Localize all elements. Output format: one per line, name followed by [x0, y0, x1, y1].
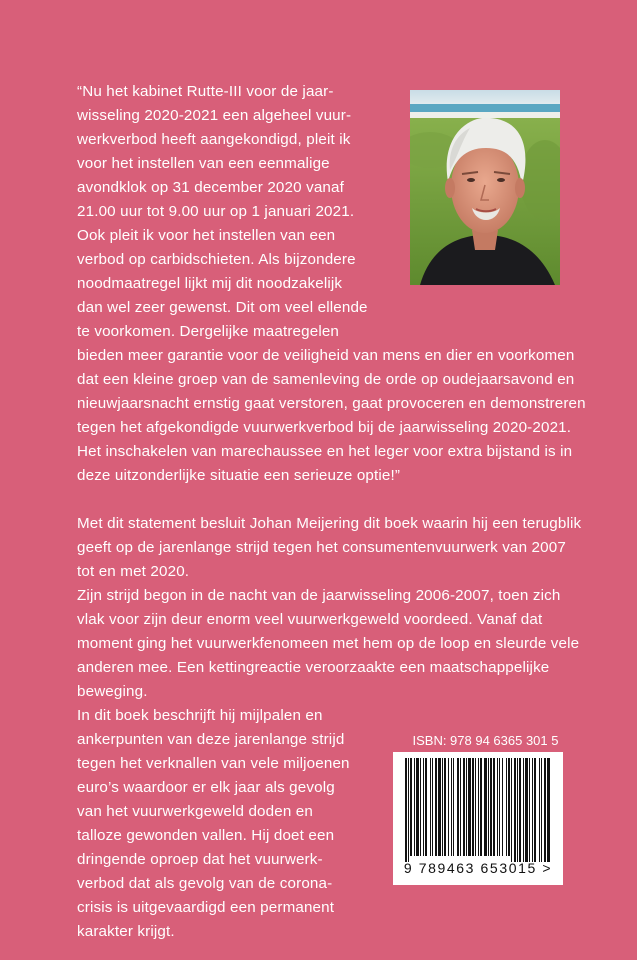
body-line: beweging. [77, 683, 148, 700]
barcode-bar [511, 758, 512, 862]
barcode-bar [490, 758, 492, 856]
quote-line: dan wel zeer gewenst. Dit om veel ellende [77, 299, 368, 316]
quote-line: 21.00 uur tot 9.00 uur op 1 januari 2021. [77, 203, 355, 220]
barcode [393, 752, 563, 885]
body-line: dringende oproep dat het vuurwerk- [77, 851, 323, 868]
quote-line: verbod op carbidschieten. Als bijzondere [77, 251, 356, 268]
quote-line: te voorkomen. Dergelijke maatregelen [77, 323, 340, 340]
barcode-bar [502, 758, 503, 856]
barcode-bar [517, 758, 518, 862]
body-line: van het vuurwerkgeweld doden en [77, 803, 313, 820]
barcode-bar [444, 758, 446, 856]
barcode-bar [547, 758, 550, 862]
barcode-bar [472, 758, 474, 856]
barcode-bar [453, 758, 454, 856]
barcode-bar [405, 758, 407, 862]
barcode-bar [451, 758, 452, 856]
body-line: tegen het verknallen van vele miljoenen [77, 755, 350, 772]
barcode-bar [497, 758, 498, 856]
barcode-digits: 9 789463 653015 > [403, 860, 553, 876]
barcode-bars [399, 758, 557, 862]
barcode-bar [410, 758, 412, 856]
body-line: anderen mee. Een kettingreactie veroorzaakte een maatschappelijke [77, 659, 550, 676]
quote-line: Het inschakelen van marechaussee en het leger voor extra bijstand is in [77, 443, 573, 460]
author-photo-image [410, 90, 560, 285]
quote-line: dat een kleine groep van de samenleving de orde op oudejaarsavond en [77, 371, 575, 388]
barcode-bar [514, 758, 516, 862]
quote-line: tegen het afgekondigde vuurwerkverbod bij de jaarwisseling 2020-2021. [77, 419, 572, 436]
barcode-bar [523, 758, 524, 862]
body-line: In dit boek beschrijft hij mijlpalen en [77, 707, 323, 724]
barcode-bar [414, 758, 415, 856]
quote-line: bieden meer garantie voor de veiligheid van mens en dier en voorkomen [77, 347, 575, 364]
barcode-bar [508, 758, 510, 856]
barcode-bar [408, 758, 409, 862]
isbn-label: ISBN: 978 94 6365 301 5 [412, 733, 559, 748]
barcode-bar [488, 758, 489, 856]
body-line: karakter krijgt. [77, 923, 175, 940]
quote-line: voor het instellen van een eenmalige [77, 155, 330, 172]
barcode-bar [532, 758, 533, 862]
body-line: crisis is uitgevaardigd een permanent [77, 899, 335, 916]
quote-line: noodmaatregel lijkt mij dit noodzakelijk [77, 275, 343, 292]
body-line: tot en met 2020. [77, 563, 190, 580]
barcode-bar [460, 758, 461, 856]
barcode-bar [478, 758, 479, 856]
barcode-bar [448, 758, 449, 856]
quote-line: wisseling 2020-2021 een algeheel vuur- [77, 107, 352, 124]
quote-line: Ook pleit ik voor het instellen van een [77, 227, 336, 244]
barcode-bar [484, 758, 487, 856]
barcode-bar [541, 758, 542, 862]
barcode-bar [493, 758, 495, 856]
body-line: Zijn strijd begon in de nacht van de jaarwisseling 2006-2007, toen zich [77, 587, 561, 604]
barcode-bar [430, 758, 431, 856]
barcode-bar [534, 758, 536, 862]
barcode-bar [506, 758, 507, 856]
barcode-bar [463, 758, 465, 856]
quote-line: werkverbod heeft aangekondigd, pleit ik [77, 131, 351, 148]
barcode-bar [544, 758, 546, 862]
barcode-bar [420, 758, 421, 856]
barcode-bar [442, 758, 443, 856]
author-photo [410, 90, 560, 285]
body-line: Met dit statement besluit Johan Meijering dit boek waarin hij een terugblik [77, 515, 582, 532]
barcode-bar [499, 758, 500, 856]
barcode-bar [475, 758, 476, 856]
body-line: geeft op de jarenlange strijd tegen het consumentenvuurwerk van 2007 [77, 539, 566, 556]
barcode-bar [438, 758, 441, 856]
body-line: euro’s waardoor er elk jaar als gevolg [77, 779, 335, 796]
barcode-bar [468, 758, 471, 856]
barcode-bar [480, 758, 482, 856]
barcode-bar [457, 758, 459, 856]
quote-line: avondklok op 31 december 2020 vanaf [77, 179, 344, 196]
body-line: vlak voor zijn deur enorm veel vuurwerkgeweld voordeed. Vanaf dat [77, 611, 543, 628]
barcode-bar [529, 758, 530, 862]
barcode-bar [416, 758, 419, 856]
quote-line: “Nu het kabinet Rutte-III voor de jaar- [77, 83, 334, 100]
barcode-bar [425, 758, 427, 856]
barcode-bar [519, 758, 521, 862]
barcode-bar [525, 758, 528, 862]
body-line: verbod dat als gevolg van de corona- [77, 875, 333, 892]
barcode-bar [466, 758, 467, 856]
body-line: ankerpunten van deze jarenlange strijd [77, 731, 345, 748]
barcode-bar [539, 758, 540, 862]
barcode-bar [435, 758, 437, 856]
barcode-bar [432, 758, 433, 856]
quote-line: deze uitzonderlijke situatie een serieuze optie!” [77, 467, 401, 484]
body-line: moment ging het vuurwerkfenomeen met hem op de loop en sleurde vele [77, 635, 580, 652]
barcode-bar [423, 758, 424, 856]
quote-line: nieuwjaarsnacht ernstig gaat verstoren, gaat provoceren en demonstreren [77, 395, 586, 412]
body-line: talloze gewonden vallen. Hij doet een [77, 827, 335, 844]
